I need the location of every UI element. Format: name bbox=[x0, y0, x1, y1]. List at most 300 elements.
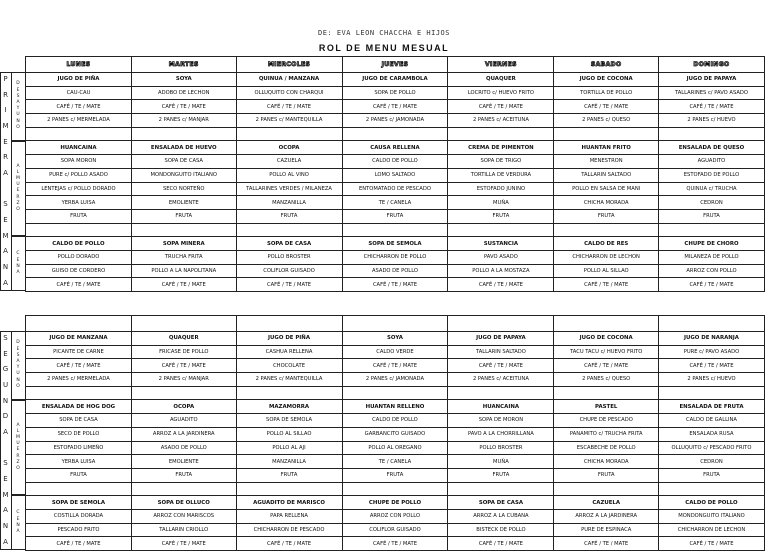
menu-cell: CALDO VERDE bbox=[342, 345, 448, 359]
day-header-cell bbox=[448, 57, 554, 73]
menu-cell: JUGO DE PIÑA bbox=[236, 332, 342, 346]
menu-cell: EMOLIENTE bbox=[131, 196, 236, 210]
menu-cell: MUÑA bbox=[448, 455, 554, 469]
week-menu-table bbox=[25, 56, 765, 292]
menu-cell: TRUCHA FRITA bbox=[131, 250, 236, 264]
menu-cell: CAFÉ / TE / MATE bbox=[342, 278, 448, 292]
menu-cell: JUGO DE COCONA bbox=[554, 332, 659, 346]
menu-cell bbox=[659, 482, 765, 496]
week-title-letter: A bbox=[3, 168, 8, 177]
menu-cell: CHICHARRON DE LECHON bbox=[659, 523, 765, 537]
menu-row bbox=[26, 332, 765, 346]
menu-cell: MAZAMORRA bbox=[236, 400, 342, 414]
menu-cell: MONDONGUITO ITALIANO bbox=[131, 168, 236, 182]
menu-cell: JUGO DE PIÑA bbox=[26, 73, 132, 87]
menu-cell: POLLO BROSTER bbox=[448, 441, 554, 455]
menu-cell: 2 PANES c/ MANJAR bbox=[131, 114, 236, 128]
week-title-letter: S bbox=[3, 459, 8, 468]
day-name: LUNES bbox=[66, 60, 91, 68]
menu-cell: QUAQUER bbox=[448, 73, 554, 87]
meal-label-letter: O bbox=[16, 124, 20, 130]
menu-cell: HUANTAN FRITO bbox=[554, 141, 659, 155]
menu-row bbox=[26, 114, 765, 128]
menu-cell: FRUTA bbox=[554, 209, 659, 223]
menu-cell: FRUTA bbox=[26, 209, 132, 223]
menu-cell: GARBANCITO GUISADO bbox=[342, 427, 448, 441]
menu-cell: CAFÉ / TE / MATE bbox=[448, 359, 554, 373]
menu-cell: ARROZ A LA JARDINERA bbox=[131, 427, 236, 441]
company-name: DE: EVA LEON CHACCHA E HIJOS bbox=[317, 29, 450, 37]
menu-cell: SOYA bbox=[131, 73, 236, 87]
menu-row bbox=[26, 127, 765, 141]
menu-cell: ASADO DE POLLO bbox=[131, 441, 236, 455]
menu-cell bbox=[236, 127, 342, 141]
menu-cell: CALDO DE POLLO bbox=[342, 155, 448, 169]
menu-cell: CALDO DE POLLO bbox=[659, 496, 765, 510]
week-title-letter: R bbox=[3, 90, 8, 99]
menu-cell bbox=[131, 482, 236, 496]
menu-cell: COLIFLOR GUISADO bbox=[342, 523, 448, 537]
menu-cell: HUANCAINA bbox=[26, 141, 132, 155]
menu-cell: CAFÉ / TE / MATE bbox=[448, 537, 554, 551]
menu-cell bbox=[659, 386, 765, 400]
menu-cell: PASTEL bbox=[554, 400, 659, 414]
meal-label-letter: E bbox=[16, 257, 20, 263]
menu-cell: CHICHA MORADA bbox=[554, 455, 659, 469]
menu-cell: CAFÉ / TE / MATE bbox=[554, 537, 659, 551]
menu-cell: ARROZ CON POLLO bbox=[342, 509, 448, 523]
day-name: VIERNES bbox=[484, 60, 517, 68]
menu-cell: POLLO BROSTER bbox=[236, 250, 342, 264]
menu-cell: SOPA DE CASA bbox=[236, 237, 342, 251]
menu-cell: FRUTA bbox=[342, 209, 448, 223]
menu-cell: ARROZ CON POLLO bbox=[659, 264, 765, 278]
menu-cell: JUGO DE PAPAYA bbox=[659, 73, 765, 87]
menu-cell bbox=[236, 386, 342, 400]
week-title-letter: N bbox=[2, 262, 9, 271]
menu-cell: CAFÉ / TE / MATE bbox=[131, 537, 236, 551]
meal-label-letter: A bbox=[16, 422, 20, 428]
menu-row bbox=[26, 345, 765, 359]
day-name: DOMINGO bbox=[693, 60, 730, 68]
menu-row bbox=[26, 427, 765, 441]
menu-row bbox=[26, 223, 765, 237]
menu-cell: CAFÉ / TE / MATE bbox=[236, 537, 342, 551]
menu-cell: 2 PANES c/ HUEVO bbox=[659, 114, 765, 128]
menu-cell: HUANTAN RELLENO bbox=[342, 400, 448, 414]
menu-cell: MANZANILLA bbox=[236, 455, 342, 469]
menu-cell: CAUSA RELLENA bbox=[342, 141, 448, 155]
menu-cell: CAFÉ / TE / MATE bbox=[448, 100, 554, 114]
menu-row bbox=[26, 209, 765, 223]
menu-cell bbox=[448, 223, 554, 237]
day-header-cell bbox=[131, 316, 236, 332]
menu-cell: FRUTA bbox=[554, 468, 659, 482]
menu-cell: LOCRITO c/ HUEVO FRITO bbox=[448, 86, 554, 100]
menu-row bbox=[26, 537, 765, 551]
menu-cell: CAFÉ / TE / MATE bbox=[26, 278, 132, 292]
menu-cell: CHICHARRON DE POLLO bbox=[342, 250, 448, 264]
menu-cell: JUGO DE MANZANA bbox=[26, 332, 132, 346]
menu-cell: 2 PANES c/ MERMELADA bbox=[26, 114, 132, 128]
menu-cell: HUANCAINA bbox=[448, 400, 554, 414]
menu-row bbox=[26, 73, 765, 87]
day-header-cell bbox=[659, 316, 765, 332]
menu-cell: MONDONGUITO ITALIANO bbox=[659, 509, 765, 523]
week-table-wrap bbox=[25, 56, 764, 292]
menu-cell: CASHUA RELLENA bbox=[236, 345, 342, 359]
menu-cell: CAFÉ / TE / MATE bbox=[26, 100, 132, 114]
menu-cell: FRUTA bbox=[448, 209, 554, 223]
menu-cell: 2 PANES c/ JAMONADA bbox=[342, 114, 448, 128]
menu-cell: ARROZ CON MARISCOS bbox=[131, 509, 236, 523]
menu-cell: CHUPE DE CHORO bbox=[659, 237, 765, 251]
menu-cell bbox=[26, 223, 132, 237]
menu-cell: FRUTA bbox=[659, 468, 765, 482]
menu-cell: POLLO EN SALSA DE MANI bbox=[554, 182, 659, 196]
menu-cell: CAFÉ / TE / MATE bbox=[659, 278, 765, 292]
day-name: MARTES bbox=[168, 60, 199, 68]
day-name: MIERCOLES bbox=[267, 60, 311, 68]
menu-cell bbox=[342, 386, 448, 400]
menu-cell: CAFÉ / TE / MATE bbox=[342, 537, 448, 551]
meal-label-letter: N bbox=[16, 377, 20, 383]
menu-cell: TORTILLA DE POLLO bbox=[554, 86, 659, 100]
menu-cell: FRUTA bbox=[236, 468, 342, 482]
menu-cell bbox=[236, 482, 342, 496]
menu-row bbox=[26, 386, 765, 400]
menu-cell bbox=[131, 127, 236, 141]
menu-cell: MANZANILLA bbox=[236, 196, 342, 210]
menu-cell: ESCABECHE DE POLLO bbox=[554, 441, 659, 455]
menu-cell: ARROZ A LA JARDINERA bbox=[554, 509, 659, 523]
menu-row bbox=[26, 264, 765, 278]
menu-cell: 2 PANES c/ MANTEQUILLA bbox=[236, 114, 342, 128]
menu-cell: 2 PANES c/ MANJAR bbox=[131, 373, 236, 387]
menu-cell: BISTECK DE POLLO bbox=[448, 523, 554, 537]
menu-cell: ENTOMATADO DE PESCADO bbox=[342, 182, 448, 196]
menu-cell: ESTOFADO DE POLLO bbox=[659, 168, 765, 182]
menu-cell: CAFÉ / TE / MATE bbox=[342, 359, 448, 373]
menu-cell bbox=[131, 386, 236, 400]
meal-label-letter: A bbox=[16, 359, 20, 365]
menu-row bbox=[26, 373, 765, 387]
menu-cell bbox=[26, 127, 132, 141]
week-title-letter: M bbox=[2, 490, 9, 499]
menu-cell: 2 PANES c/ ACEITUNA bbox=[448, 114, 554, 128]
day-header-row bbox=[26, 316, 765, 332]
menu-cell: SOPA DE CASA bbox=[26, 414, 132, 428]
day-header-cell bbox=[342, 57, 448, 73]
day-name: SABADO bbox=[590, 60, 622, 68]
menu-cell: SOPA DE SEMOLA bbox=[26, 496, 132, 510]
week-title-letter: M bbox=[2, 121, 9, 130]
menu-cell: JUGO DE NARANJA bbox=[659, 332, 765, 346]
menu-cell: CAFÉ / TE / MATE bbox=[131, 100, 236, 114]
menu-cell: PAVO A LA CHORRILLANA bbox=[448, 427, 554, 441]
menu-cell: 2 PANES c/ QUESO bbox=[554, 114, 659, 128]
menu-cell: CAFÉ / TE / MATE bbox=[554, 359, 659, 373]
menu-cell: SOPA DE MORON bbox=[448, 414, 554, 428]
menu-cell: ARROZ A LA CUBANA bbox=[448, 509, 554, 523]
meal-label-letter: A bbox=[16, 163, 20, 169]
menu-cell: POLLO A LA NAPOLITANA bbox=[131, 264, 236, 278]
menu-row bbox=[26, 523, 765, 537]
menu-cell: SOPA DE CASA bbox=[448, 496, 554, 510]
menu-cell: CREMA DE PIMENTON bbox=[448, 141, 554, 155]
menu-cell: YERBA LUISA bbox=[26, 196, 132, 210]
menu-cell: CEDRON bbox=[659, 455, 765, 469]
menu-row bbox=[26, 496, 765, 510]
menu-cell: CAFÉ / TE / MATE bbox=[554, 278, 659, 292]
menu-cell: ENSALADA DE HOG DOG bbox=[26, 400, 132, 414]
menu-cell bbox=[554, 127, 659, 141]
menu-cell: GUISO DE CORDERO bbox=[26, 264, 132, 278]
week-title-letter: E bbox=[3, 215, 8, 224]
meal-label-letter: O bbox=[16, 207, 20, 213]
menu-row bbox=[26, 400, 765, 414]
meal-label-letter: Z bbox=[16, 200, 20, 206]
menu-cell bbox=[659, 127, 765, 141]
menu-cell bbox=[26, 482, 132, 496]
menu-cell: FRUTA bbox=[26, 468, 132, 482]
menu-cell: SOPA DE SEMOLA bbox=[342, 237, 448, 251]
menu-cell: 2 PANES c/ QUESO bbox=[554, 373, 659, 387]
menu-cell: JUGO DE CARAMBOLA bbox=[342, 73, 448, 87]
menu-cell: TALLARINES VERDES / MILANEZA bbox=[236, 182, 342, 196]
menu-cell: CAFÉ / TE / MATE bbox=[342, 100, 448, 114]
menu-cell: QUAQUER bbox=[131, 332, 236, 346]
menu-cell: CALDO DE POLLO bbox=[26, 237, 132, 251]
menu-cell: ENSALADA RUSA bbox=[659, 427, 765, 441]
menu-cell bbox=[554, 482, 659, 496]
menu-cell: FRUTA bbox=[236, 209, 342, 223]
menu-row bbox=[26, 441, 765, 455]
menu-cell: JUGO DE COCONA bbox=[554, 73, 659, 87]
meal-label-letter: N bbox=[16, 522, 20, 528]
menu-cell: CALDO DE RES bbox=[554, 237, 659, 251]
meal-label-letter: E bbox=[16, 87, 20, 93]
menu-cell: SOPA MINERA bbox=[131, 237, 236, 251]
menu-cell: CAFÉ / TE / MATE bbox=[659, 359, 765, 373]
menu-cell: 2 PANES c/ HUEVO bbox=[659, 373, 765, 387]
menu-cell: POLLO AL SILLAO bbox=[554, 264, 659, 278]
menu-cell: POLLO DORADO bbox=[26, 250, 132, 264]
menu-cell: SUSTANCIA bbox=[448, 237, 554, 251]
menu-cell: CALDO DE POLLO bbox=[342, 414, 448, 428]
menu-cell: FRUTA bbox=[448, 468, 554, 482]
week-title-letter: R bbox=[3, 153, 8, 162]
day-header-cell bbox=[236, 57, 342, 73]
menu-cell: ESTOFADO JUNINO bbox=[448, 182, 554, 196]
week-title-letter: E bbox=[3, 137, 8, 146]
menu-cell: PANAMITO c/ TRUCHA FRITA bbox=[554, 427, 659, 441]
menu-cell: FRUTA bbox=[131, 468, 236, 482]
menu-cell: 2 PANES c/ MANTEQUILLA bbox=[236, 373, 342, 387]
menu-row bbox=[26, 168, 765, 182]
menu-cell: TACU TACU c/ HUEVO FRITO bbox=[554, 345, 659, 359]
menu-row bbox=[26, 414, 765, 428]
menu-cell: AGUADITO DE MARISCO bbox=[236, 496, 342, 510]
menu-cell: 2 PANES c/ JAMONADA bbox=[342, 373, 448, 387]
menu-cell: PAVO ASADO bbox=[448, 250, 554, 264]
menu-cell: CAFÉ / TE / MATE bbox=[448, 278, 554, 292]
week-title-letter: E bbox=[3, 474, 8, 483]
menu-cell: CAZUELA bbox=[554, 496, 659, 510]
menu-cell bbox=[131, 223, 236, 237]
menu-cell: CAFÉ / TE / MATE bbox=[131, 278, 236, 292]
menu-row bbox=[26, 182, 765, 196]
menu-cell: PAPA RELLENA bbox=[236, 509, 342, 523]
meal-label-letter: U bbox=[16, 371, 20, 377]
menu-cell: 2 PANES c/ MERMELADA bbox=[26, 373, 132, 387]
menu-cell: FRUTA bbox=[131, 209, 236, 223]
menu-cell bbox=[342, 482, 448, 496]
menu-cell bbox=[554, 386, 659, 400]
meal-label-letter: E bbox=[16, 346, 20, 352]
menu-cell: ESTOFADO LIMEÑO bbox=[26, 441, 132, 455]
menu-cell: SECO DE POLLO bbox=[26, 427, 132, 441]
menu-row bbox=[26, 359, 765, 373]
menu-cell: ADOBO DE LECHON bbox=[131, 86, 236, 100]
menu-cell: AGUADITO bbox=[131, 414, 236, 428]
menu-row bbox=[26, 155, 765, 169]
menu-cell: PESCADO FRITO bbox=[26, 523, 132, 537]
meal-label-letter: N bbox=[16, 263, 20, 269]
meal-label-letter: E bbox=[16, 188, 20, 194]
week-border bbox=[0, 72, 26, 291]
day-header-cell bbox=[236, 316, 342, 332]
week-title-letter: E bbox=[3, 349, 8, 358]
day-header-cell bbox=[342, 316, 448, 332]
menu-row bbox=[26, 196, 765, 210]
menu-cell bbox=[659, 223, 765, 237]
menu-row bbox=[26, 455, 765, 469]
menu-cell: CHICHARRON DE LECHON bbox=[554, 250, 659, 264]
menu-cell: CEDRON bbox=[659, 196, 765, 210]
day-header-cell bbox=[26, 57, 132, 73]
menu-cell: POLLO AL AJI bbox=[236, 441, 342, 455]
day-header-cell bbox=[448, 316, 554, 332]
meal-label-letter: A bbox=[16, 270, 20, 275]
meal-label-letter: S bbox=[16, 352, 20, 358]
menu-cell: CHUPE DE POLLO bbox=[342, 496, 448, 510]
menu-cell: JUGO DE PAPAYA bbox=[448, 332, 554, 346]
menu-cell: MILANEZA DE POLLO bbox=[659, 250, 765, 264]
day-header-cell bbox=[26, 316, 132, 332]
menu-cell: CHUPE DE PESCADO bbox=[554, 414, 659, 428]
meal-label-letter: R bbox=[16, 194, 20, 200]
meal-label-letter: R bbox=[16, 453, 20, 459]
menu-cell: EMOLIENTE bbox=[131, 455, 236, 469]
menu-row bbox=[26, 237, 765, 251]
menu-cell: SOPA DE TRIGO bbox=[448, 155, 554, 169]
meal-label-letter: D bbox=[16, 340, 20, 346]
meal-label-letter: Y bbox=[16, 365, 20, 371]
menu-cell: CAFÉ / TE / MATE bbox=[554, 100, 659, 114]
menu-cell: CHOCOLATE bbox=[236, 359, 342, 373]
day-name: JUEVES bbox=[381, 60, 409, 68]
page-title: ROL DE MENU MESUAL bbox=[318, 43, 450, 53]
menu-cell: MUÑA bbox=[448, 196, 554, 210]
week-table-wrap bbox=[25, 315, 764, 551]
menu-cell: TE / CANELA bbox=[342, 196, 448, 210]
meal-label-letter: U bbox=[16, 182, 20, 188]
day-header-cell bbox=[659, 57, 765, 73]
week-title-letter: A bbox=[3, 506, 8, 515]
meal-label-letter: O bbox=[16, 466, 20, 472]
menu-cell: AGUADITO bbox=[659, 155, 765, 169]
week-title-letter: A bbox=[3, 247, 8, 256]
week-title-letter: D bbox=[2, 412, 9, 421]
week-title-letter: S bbox=[3, 200, 8, 209]
week-title-letter: A bbox=[3, 537, 8, 546]
week-title-letter: P bbox=[3, 75, 8, 83]
menu-row bbox=[26, 482, 765, 496]
week-title-letter: A bbox=[3, 427, 8, 436]
menu-cell: TORTILLA DE VERDURA bbox=[448, 168, 554, 182]
menu-cell: TALLARIN SALTADO bbox=[448, 345, 554, 359]
menu-cell: YERBA LUISA bbox=[26, 455, 132, 469]
menu-cell: SOPA DE SEMOLA bbox=[236, 414, 342, 428]
meal-label-letter: M bbox=[16, 435, 20, 441]
menu-cell: POLLO AL VINO bbox=[236, 168, 342, 182]
menu-cell: QUINUA / MANZANA bbox=[236, 73, 342, 87]
menu-cell: PURE DE ESPINACA bbox=[554, 523, 659, 537]
menu-cell: QUINUA c/ TRUCHA bbox=[659, 182, 765, 196]
meal-label-letter: L bbox=[16, 428, 20, 434]
menu-cell bbox=[342, 223, 448, 237]
meal-label-letter: M bbox=[16, 176, 20, 182]
menu-cell: CAFÉ / TE / MATE bbox=[659, 537, 765, 551]
menu-row bbox=[26, 86, 765, 100]
week-menu-table bbox=[25, 315, 765, 551]
menu-cell: ENSALADA DE QUESO bbox=[659, 141, 765, 155]
week-title-letter: N bbox=[2, 396, 9, 405]
meal-label-letter: O bbox=[16, 383, 20, 389]
meal-label-letter: Y bbox=[16, 106, 20, 112]
menu-cell: COLIFLOR GUISADO bbox=[236, 264, 342, 278]
menu-cell: SOPA DE OLLUCO bbox=[131, 496, 236, 510]
week-title-letter: N bbox=[2, 521, 9, 530]
menu-row bbox=[26, 468, 765, 482]
menu-cell: TALLARINES c/ PAVO ASADO bbox=[659, 86, 765, 100]
day-header-cell bbox=[554, 57, 659, 73]
meal-label-letter: S bbox=[16, 93, 20, 99]
meal-label-letter: Z bbox=[16, 459, 20, 465]
menu-row bbox=[26, 509, 765, 523]
menu-cell: FRUTA bbox=[342, 468, 448, 482]
menu-cell: PURE c/ POLLO ASADO bbox=[26, 168, 132, 182]
menu-row bbox=[26, 278, 765, 292]
week-title-letter: M bbox=[2, 231, 9, 240]
day-header-row bbox=[26, 57, 765, 73]
meal-label-letter: E bbox=[16, 516, 20, 522]
menu-row bbox=[26, 141, 765, 155]
menu-cell: COSTILLA DORADA bbox=[26, 509, 132, 523]
menu-cell: CAU-CAU bbox=[26, 86, 132, 100]
menu-cell: SECO NORTEÑO bbox=[131, 182, 236, 196]
menu-cell: OLLUQUITO c/ PESCADO FRITO bbox=[659, 441, 765, 455]
menu-cell: POLLO AL OREGANO bbox=[342, 441, 448, 455]
menu-cell: ASADO DE POLLO bbox=[342, 264, 448, 278]
menu-row bbox=[26, 250, 765, 264]
menu-cell: SOPA DE CASA bbox=[131, 155, 236, 169]
day-header-cell bbox=[554, 316, 659, 332]
menu-cell: CAFÉ / TE / MATE bbox=[26, 359, 132, 373]
meal-label-letter: N bbox=[16, 118, 20, 124]
menu-cell bbox=[554, 223, 659, 237]
